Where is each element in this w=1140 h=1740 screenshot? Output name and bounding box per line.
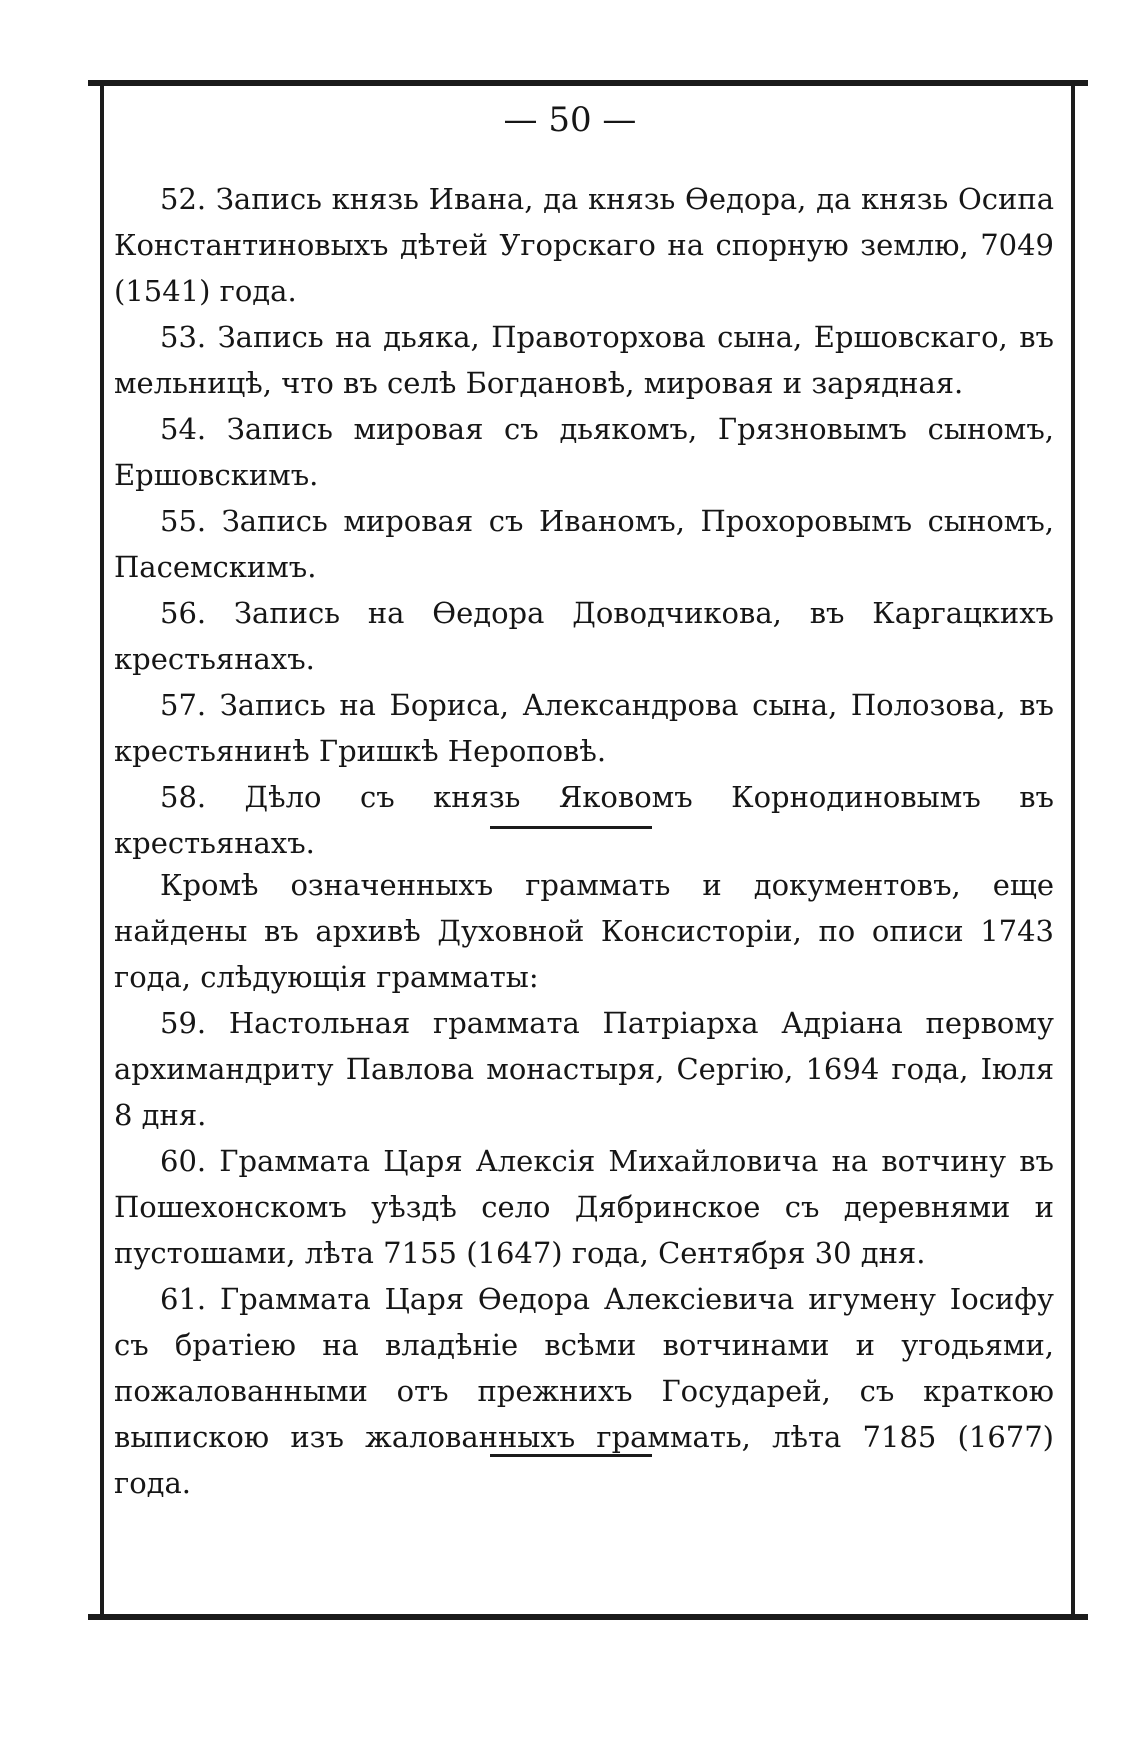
- list-item: 57. Запись на Бориса, Александрова сына, Полозова, въ крестьянинѣ Гришкѣ Нероповѣ.: [114, 688, 1054, 768]
- list-item: 59. Настольная граммата Патріарха Адріана первому архимандриту Павлова монастыря, Сергію, 1694 года, Іюля 8 дня.: [114, 1006, 1054, 1132]
- list-item: 53. Запись на дьяка, Правоторхова сына, Ершовскаго, въ мельницѣ, что въ селѣ Богдановѣ, мировая и зарядная.: [114, 320, 1054, 400]
- section-divider: [490, 826, 652, 829]
- entry-list-bottom: [114, 862, 1054, 1506]
- entry-list-top: [114, 176, 1054, 866]
- list-item: 55. Запись мировая съ Иваномъ, Прохоровымъ сыномъ, Пасемскимъ.: [114, 504, 1054, 584]
- list-item: 54. Запись мировая съ дьякомъ, Грязновымъ сыномъ, Ершовскимъ.: [114, 412, 1054, 492]
- list-item: 60. Граммата Царя Алексія Михайловича на вотчину въ Пошехонскомъ уѣздѣ село Дябринское съ деревнями и пустошами, лѣта 7155 (1647) года, Сентября 30 дня.: [114, 1144, 1054, 1270]
- end-divider: [490, 1454, 652, 1457]
- list-item: 52. Запись князь Ивана, да князь Өедора, да князь Осипа Константиновыхъ дѣтей Угорскаго на спорную землю, 7049 (1541) года.: [114, 182, 1054, 308]
- bottom-border-rule: [88, 1614, 1088, 1620]
- page-number: — 50 —: [503, 100, 637, 140]
- list-item: 58. Дѣло съ князь Яковомъ Корнодиновымъ въ крестьянахъ.: [114, 780, 1054, 860]
- list-item: 56. Запись на Өедора Доводчикова, въ Каргацкихъ крестьянахъ.: [114, 596, 1054, 676]
- intro-paragraph: Кромѣ означенныхъ граммать и документовъ, еще найдены въ архивѣ Духовной Консисторіи, по описи 1743 года, слѣдующія грамматы:: [114, 868, 1054, 994]
- list-item: 61. Граммата Царя Өедора Алексіевича игумену Іосифу съ братіею на владѣніе всѣми вотчинами и угодьями, пожалованными отъ прежнихъ Государей, съ краткою выпискою изъ жалованныхъ граммать, лѣта 7185 (1677) года.: [114, 1282, 1054, 1500]
